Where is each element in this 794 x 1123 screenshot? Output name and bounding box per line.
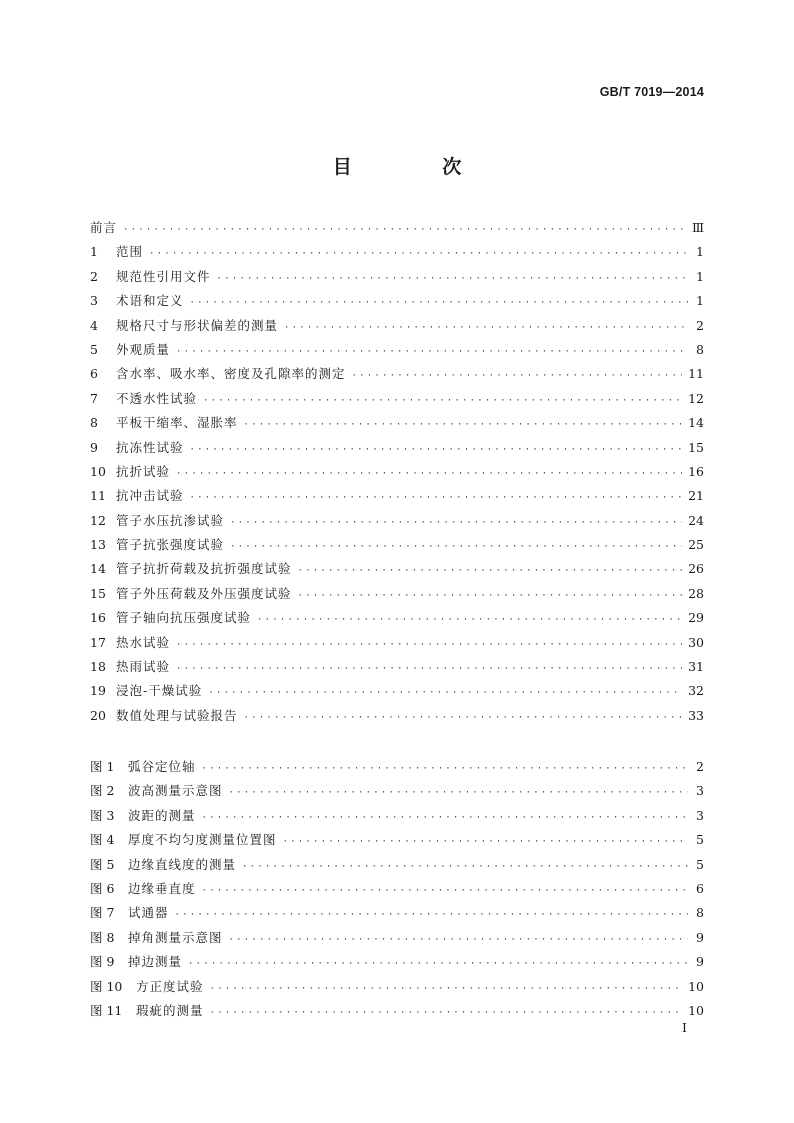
section-title: 管子抗折荷载及抗折强度试验 bbox=[116, 561, 292, 577]
toc-entry[interactable] bbox=[90, 362, 704, 386]
section-title: 抗折试验 bbox=[116, 463, 171, 479]
page-ref: 28 bbox=[688, 585, 704, 601]
dot-leader bbox=[283, 830, 688, 854]
dot-leader bbox=[229, 781, 688, 805]
page-ref: 12 bbox=[688, 390, 704, 406]
page-ref: 30 bbox=[688, 634, 704, 650]
section-title: 浸泡-干燥试验 bbox=[116, 683, 203, 699]
figure-number: 图 1 bbox=[90, 759, 115, 774]
page-ref: 10 bbox=[688, 978, 704, 994]
dot-leader bbox=[190, 291, 688, 315]
page-title: 目 次 bbox=[332, 156, 504, 178]
page-ref: 2 bbox=[696, 759, 704, 774]
dot-leader bbox=[230, 535, 682, 559]
figure-title: 方正度试验 bbox=[136, 978, 204, 994]
figure-entry[interactable] bbox=[90, 755, 704, 779]
page-ref: 31 bbox=[688, 659, 704, 675]
dot-leader bbox=[176, 657, 682, 681]
figure-list bbox=[90, 755, 704, 1023]
toc-entry[interactable] bbox=[90, 631, 704, 655]
section-title: 含水率、吸水率、密度及孔隙率的测定 bbox=[116, 366, 346, 382]
page-ref: 16 bbox=[688, 463, 704, 479]
dot-leader bbox=[188, 952, 688, 976]
figure-number: 图 4 bbox=[90, 832, 115, 848]
section-number: 10 bbox=[90, 463, 106, 479]
section-number: 14 bbox=[90, 561, 106, 577]
dot-leader bbox=[176, 340, 688, 364]
figure-title: 弧谷定位轴 bbox=[128, 759, 196, 774]
dot-leader bbox=[203, 389, 682, 413]
dot-leader bbox=[190, 486, 683, 510]
dot-leader bbox=[176, 633, 682, 657]
dot-leader bbox=[202, 757, 688, 781]
figure-entry[interactable] bbox=[90, 804, 704, 828]
page-ref: 33 bbox=[688, 707, 704, 723]
figure-title: 波高测量示意图 bbox=[128, 783, 223, 799]
section-title: 术语和定义 bbox=[116, 293, 184, 309]
page-ref: 9 bbox=[696, 954, 704, 970]
toc-entry[interactable] bbox=[90, 655, 704, 679]
dot-leader bbox=[244, 413, 683, 437]
dot-leader bbox=[229, 928, 688, 952]
toc-entry[interactable] bbox=[90, 436, 704, 460]
section-number: 16 bbox=[90, 610, 106, 626]
page-ref: 26 bbox=[688, 561, 704, 577]
page-ref: 5 bbox=[696, 856, 704, 872]
page-ref: 2 bbox=[696, 317, 704, 333]
section-title: 抗冲击试验 bbox=[116, 488, 184, 504]
section-title: 不透水性试验 bbox=[116, 390, 198, 406]
figure-entry[interactable] bbox=[90, 901, 704, 925]
page-ref: 6 bbox=[696, 880, 704, 896]
section-title: 规格尺寸与形状偏差的测量 bbox=[116, 317, 279, 333]
page-ref: 1 bbox=[696, 244, 704, 260]
dot-leader bbox=[210, 977, 683, 1001]
section-title: 热水试验 bbox=[116, 634, 171, 650]
section-number: 19 bbox=[90, 683, 106, 699]
section-number: 3 bbox=[90, 293, 98, 309]
section-number: 11 bbox=[90, 488, 106, 504]
figure-entry[interactable] bbox=[90, 950, 704, 974]
figure-entry[interactable] bbox=[90, 999, 704, 1023]
dot-leader bbox=[202, 879, 688, 903]
page-ref: 11 bbox=[688, 366, 704, 382]
section-title: 规范性引用文件 bbox=[116, 268, 211, 284]
page-ref: Ⅲ bbox=[691, 220, 704, 235]
toc-entry[interactable] bbox=[90, 216, 704, 240]
section-title: 热雨试验 bbox=[116, 659, 171, 675]
page-ref: 10 bbox=[688, 1002, 704, 1018]
section-title: 平板干缩率、湿胀率 bbox=[116, 415, 238, 431]
figure-title: 瑕疵的测量 bbox=[136, 1002, 204, 1018]
dot-leader bbox=[284, 316, 688, 340]
figure-title: 掉边测量 bbox=[128, 954, 183, 970]
figure-number: 图 10 bbox=[90, 978, 123, 994]
figure-entry[interactable] bbox=[90, 779, 704, 803]
page-ref: 21 bbox=[688, 488, 704, 504]
page-ref: 32 bbox=[688, 683, 704, 699]
toc-entry[interactable] bbox=[90, 533, 704, 557]
section-number: 20 bbox=[90, 707, 106, 723]
section-title: 管子轴向抗压强度试验 bbox=[116, 610, 252, 626]
figure-title: 厚度不均匀度测量位置图 bbox=[128, 832, 277, 848]
section-number: 12 bbox=[90, 512, 106, 528]
page-ref: 3 bbox=[696, 783, 704, 799]
figure-number: 图 5 bbox=[90, 856, 115, 872]
figure-title: 边缘垂直度 bbox=[128, 880, 196, 896]
figure-entry[interactable] bbox=[90, 828, 704, 852]
dot-leader bbox=[149, 242, 688, 266]
figure-number: 图 8 bbox=[90, 929, 115, 945]
section-title: 外观质量 bbox=[116, 341, 171, 357]
dot-leader bbox=[217, 267, 688, 291]
figure-number: 图 7 bbox=[90, 905, 115, 921]
section-number: 13 bbox=[90, 537, 106, 553]
figure-number: 图 2 bbox=[90, 783, 115, 799]
page-number: I bbox=[682, 1020, 687, 1035]
page-ref: 14 bbox=[688, 415, 704, 431]
dot-leader bbox=[298, 559, 683, 583]
figure-title: 试通器 bbox=[128, 905, 169, 921]
section-number: 17 bbox=[90, 634, 106, 650]
page-ref: 1 bbox=[696, 293, 704, 309]
section-number: 5 bbox=[90, 341, 98, 357]
figure-entry[interactable] bbox=[90, 853, 704, 877]
dot-leader bbox=[257, 608, 682, 632]
section-title: 管子外压荷载及外压强度试验 bbox=[116, 585, 292, 601]
page-ref: 8 bbox=[696, 905, 704, 921]
dot-leader bbox=[298, 584, 683, 608]
dot-leader bbox=[176, 462, 682, 486]
section-number: 8 bbox=[90, 415, 98, 431]
section-number: 1 bbox=[90, 244, 98, 260]
toc-entry[interactable] bbox=[90, 679, 704, 703]
toc-entry[interactable] bbox=[90, 240, 704, 264]
section-number: 4 bbox=[90, 317, 98, 333]
figure-title: 波距的测量 bbox=[128, 807, 196, 823]
dot-leader bbox=[244, 706, 683, 730]
toc-entry[interactable] bbox=[90, 557, 704, 581]
toc-entry[interactable] bbox=[90, 484, 704, 508]
toc-list bbox=[90, 216, 704, 728]
toc-entry[interactable] bbox=[90, 338, 704, 362]
figure-number: 图 9 bbox=[90, 954, 115, 970]
page-ref: 24 bbox=[688, 512, 704, 528]
toc-entry[interactable] bbox=[90, 509, 704, 533]
section-number: 18 bbox=[90, 659, 106, 675]
section-title: 前言 bbox=[90, 220, 118, 235]
toc-entry[interactable] bbox=[90, 460, 704, 484]
figure-title: 边缘直线度的测量 bbox=[128, 856, 237, 872]
page-ref: 29 bbox=[688, 610, 704, 626]
dot-leader bbox=[230, 511, 682, 535]
section-number: 7 bbox=[90, 390, 98, 406]
section-title: 范围 bbox=[116, 244, 144, 260]
figure-number: 图 3 bbox=[90, 807, 115, 823]
toc-entry[interactable] bbox=[90, 582, 704, 606]
section-title: 管子抗张强度试验 bbox=[116, 537, 225, 553]
dot-leader bbox=[175, 903, 688, 927]
toc-entry[interactable] bbox=[90, 314, 704, 338]
page-ref: 25 bbox=[688, 537, 704, 553]
dot-leader bbox=[202, 806, 688, 830]
toc-entry[interactable] bbox=[90, 606, 704, 630]
standard-code: GB/T 7019—2014 bbox=[599, 85, 704, 99]
dot-leader bbox=[123, 218, 686, 242]
section-title: 管子水压抗渗试验 bbox=[116, 512, 225, 528]
figure-number: 图 11 bbox=[90, 1002, 123, 1018]
page-ref: 8 bbox=[696, 341, 704, 357]
section-title: 抗冻性试验 bbox=[116, 439, 184, 455]
dot-leader bbox=[242, 855, 688, 879]
figure-title: 掉角测量示意图 bbox=[128, 929, 223, 945]
page-ref: 5 bbox=[696, 832, 704, 848]
toc-entry[interactable] bbox=[90, 265, 704, 289]
page-ref: 9 bbox=[696, 929, 704, 945]
section-number: 9 bbox=[90, 439, 98, 455]
dot-leader bbox=[210, 1001, 683, 1025]
figure-entry[interactable] bbox=[90, 926, 704, 950]
page-ref: 3 bbox=[696, 807, 704, 823]
dot-leader bbox=[208, 681, 682, 705]
section-number: 15 bbox=[90, 585, 106, 601]
dot-leader bbox=[352, 364, 683, 388]
toc-entry[interactable] bbox=[90, 289, 704, 313]
figure-entry[interactable] bbox=[90, 877, 704, 901]
section-number: 6 bbox=[90, 366, 98, 382]
toc-entry[interactable] bbox=[90, 704, 704, 728]
page-ref: 1 bbox=[696, 268, 704, 284]
figure-entry[interactable] bbox=[90, 975, 704, 999]
section-title: 数值处理与试验报告 bbox=[116, 707, 238, 723]
page-ref: 15 bbox=[688, 439, 704, 455]
section-number: 2 bbox=[90, 268, 98, 284]
toc-entry[interactable] bbox=[90, 387, 704, 411]
toc-entry[interactable] bbox=[90, 411, 704, 435]
dot-leader bbox=[190, 438, 683, 462]
figure-number: 图 6 bbox=[90, 880, 115, 896]
